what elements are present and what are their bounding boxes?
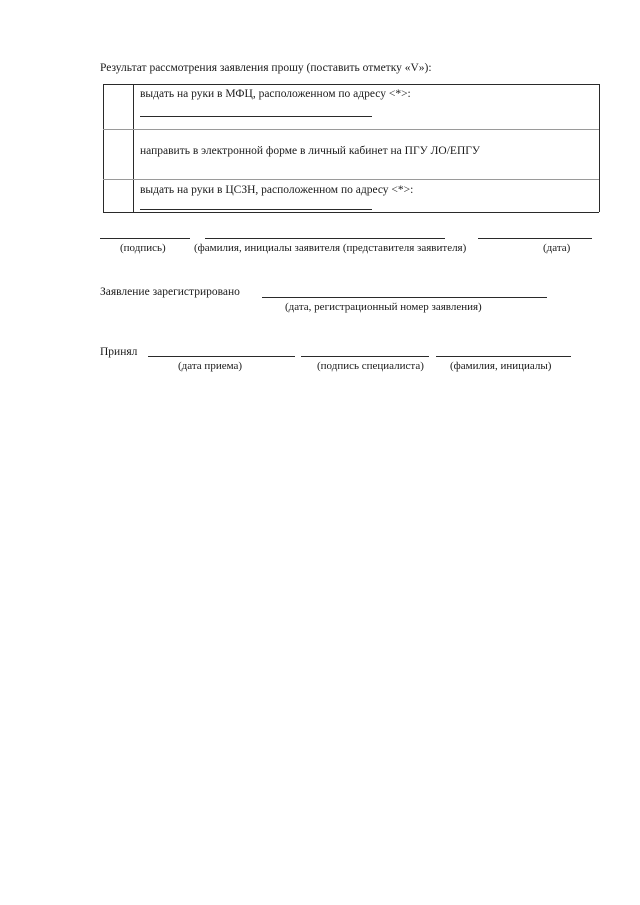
option-cszn-address-line[interactable] bbox=[140, 209, 372, 210]
date-caption: (дата) bbox=[543, 242, 571, 254]
option-cszn-checkbox[interactable] bbox=[104, 180, 132, 211]
option-cszn-label: выдать на руки в ЦСЗН, расположенном по адресу <*>: bbox=[140, 184, 414, 196]
specialist-name-line[interactable] bbox=[436, 356, 571, 357]
checkbox-column-separator bbox=[133, 84, 134, 212]
registration-caption: (дата, регистрационный номер заявления) bbox=[285, 301, 482, 313]
specialist-signature-caption: (подпись специалиста) bbox=[317, 360, 424, 372]
date-line[interactable] bbox=[478, 238, 592, 239]
row-separator-1 bbox=[103, 129, 599, 130]
result-prompt: Результат рассмотрения заявления прошу (поставить отметку «V»): bbox=[100, 62, 432, 74]
option-mfc-label: выдать на руки в МФЦ, расположенном по адресу <*>: bbox=[140, 88, 411, 100]
registration-line[interactable] bbox=[262, 297, 547, 298]
acceptance-date-line[interactable] bbox=[148, 356, 295, 357]
table-right-border bbox=[599, 84, 600, 212]
option-mfc-address-line[interactable] bbox=[140, 116, 372, 117]
registered-label: Заявление зарегистрировано bbox=[100, 286, 240, 298]
table-bottom-border bbox=[103, 212, 599, 213]
option-mfc-checkbox[interactable] bbox=[104, 85, 132, 128]
row-separator-2 bbox=[103, 179, 599, 180]
applicant-name-caption: (фамилия, инициалы заявителя (представителя заявителя) bbox=[194, 242, 467, 254]
specialist-signature-line[interactable] bbox=[301, 356, 429, 357]
option-electronic-checkbox[interactable] bbox=[104, 130, 132, 178]
accepted-label: Принял bbox=[100, 346, 138, 358]
applicant-name-line[interactable] bbox=[205, 238, 445, 239]
option-electronic-label: направить в электронной форме в личный кабинет на ПГУ ЛО/ЕПГУ bbox=[140, 145, 481, 157]
table-top-border bbox=[103, 84, 599, 85]
acceptance-date-caption: (дата приема) bbox=[178, 360, 243, 372]
signature-caption: (подпись) bbox=[120, 242, 166, 254]
specialist-name-caption: (фамилия, инициалы) bbox=[450, 360, 552, 372]
signature-line[interactable] bbox=[100, 238, 190, 239]
